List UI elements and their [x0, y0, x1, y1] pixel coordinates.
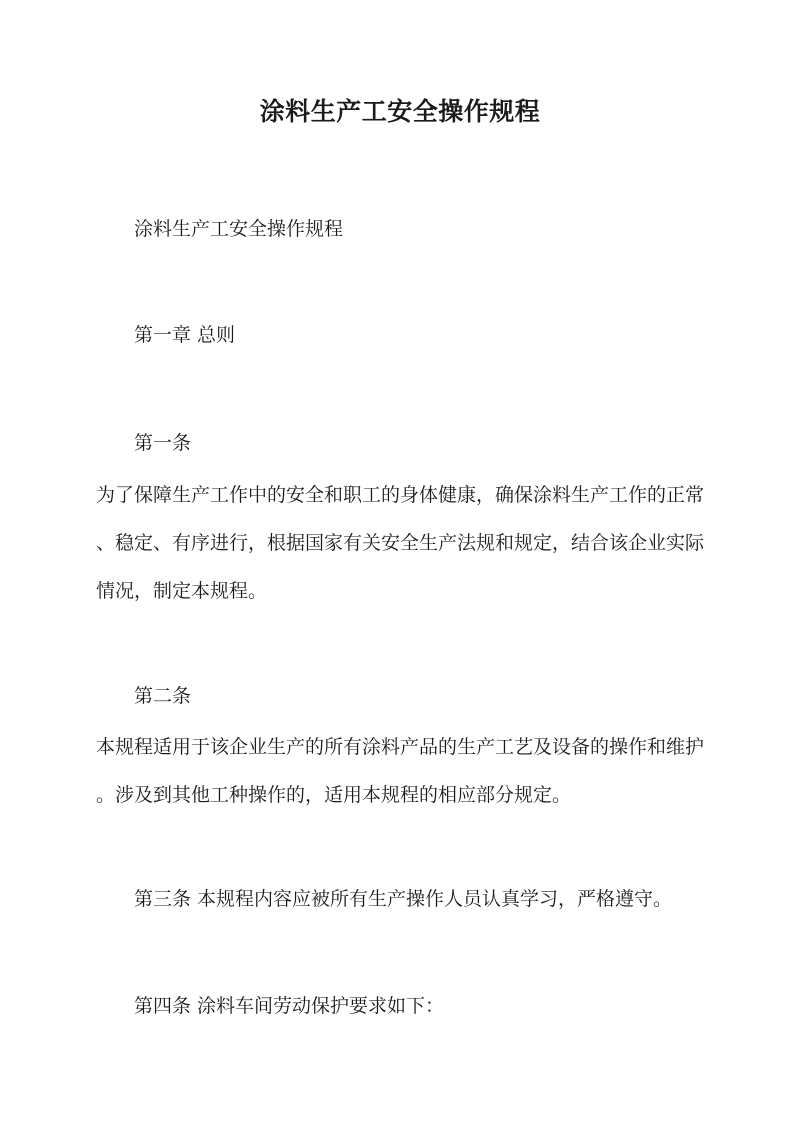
article-1-line-3: 情况，制定本规程。	[96, 580, 268, 602]
article-1-heading: 第一条	[134, 432, 192, 454]
article-2-line-1: 本规程适用于该企业生产的所有涂料产品的生产工艺及设备的操作和维护	[96, 736, 705, 758]
article-4: 第四条 涂料车间劳动保护要求如下：	[134, 995, 445, 1017]
document-title: 涂料生产工安全操作规程	[259, 97, 541, 126]
article-1-line-2: 、稳定、有序进行，根据国家有关安全生产法规和规定，结合该企业实际	[96, 532, 705, 554]
article-3: 第三条 本规程内容应被所有生产操作人员认真学习，严格遵守。	[134, 888, 673, 910]
document-subtitle: 涂料生产工安全操作规程	[134, 218, 344, 240]
chapter-heading: 第一章 总则	[134, 324, 236, 346]
article-1-line-1: 为了保障生产工作中的安全和职工的身体健康，确保涂料生产工作的正常	[96, 484, 705, 506]
article-2-line-2: 。涉及到其他工种操作的，适用本规程的相应部分规定。	[96, 784, 572, 806]
article-2-heading: 第二条	[134, 685, 192, 707]
